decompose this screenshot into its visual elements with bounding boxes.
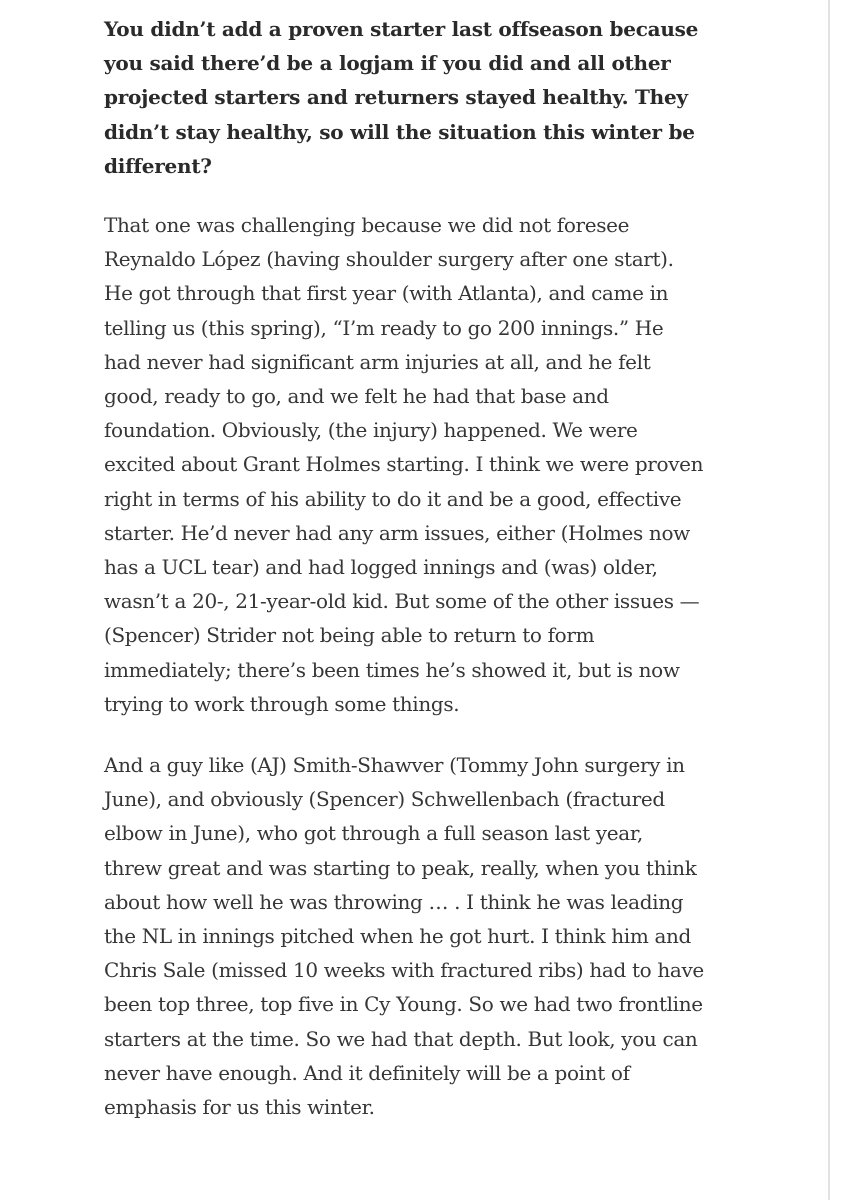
answer-paragraph: That one was challenging because we did not foresee Reynaldo López (having shoulder surgery after one start). He got through that first year (with Atlanta), and came in telling us (this spring), “I’m ready to go 200 innings.” He had never had significant arm injuries at all, and he felt good, ready to go, and we felt he had that base and foundation. Obviously, (the injury) happened. We were excited about Grant Holmes starting. I think we were proven right in terms of his ability to do it and be a good, effective starter. He’d never had any arm issues, either (Holmes now has a UCL tear) and had logged innings and (was) older, wasn’t a 20-, 21-year-old kid. But some of the other issues — (Spencer) Strider not being able to return to form immediately; there’s been times he’s showed it, but is now trying to work through some things. xyxy=(104,213,704,716)
interview-question: You didn’t add a proven starter last offseason because you said there’d be a logjam if you did and all other projected starters and returners stayed healthy. They didn’t stay healthy, so will the situation this winter be different? xyxy=(104,17,699,178)
article-body xyxy=(104,12,704,1124)
answer-paragraph: And a guy like (AJ) Smith-Shawver (Tommy John surgery in June), and obviously (Spencer) Schwellenbach (fractured elbow in June), who got through a full season last year, threw great and was starting to peak, really, when you think about how well he was throwing … . I think he was leading the NL in innings pitched when he got hurt. I think him and Chris Sale (missed 10 weeks with fractured ribs) had to have been top three, top five in Cy Young. So we had two frontline starters at the time. So we had that depth. But look, you can never have enough. And it definitely will be a point of emphasis for us this winter. xyxy=(104,753,704,1120)
page-edge-divider xyxy=(828,0,830,1200)
